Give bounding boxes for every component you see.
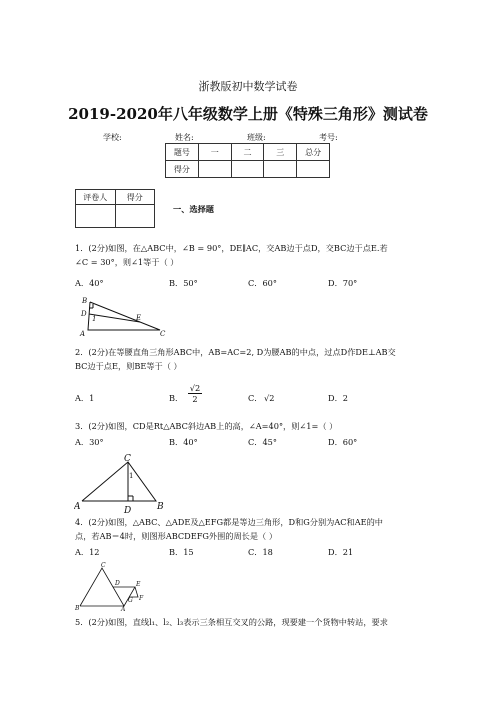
score-cell: 三 bbox=[264, 144, 297, 161]
score-cell: 二 bbox=[231, 144, 264, 161]
point-label: D bbox=[124, 506, 132, 516]
class-field: 班级: bbox=[247, 133, 266, 142]
angle-label: 1 bbox=[92, 315, 97, 323]
option-b: B．50° bbox=[169, 278, 198, 288]
option-c: C．60° bbox=[248, 278, 277, 288]
option-b: B．40° bbox=[169, 437, 198, 447]
question-text: 1．(2分)如图，在△ABC中，∠B = 90°，DE∥AC，交AB边于点D，交BC边于点E.若 bbox=[75, 243, 388, 253]
point-label: B bbox=[157, 502, 164, 512]
section-heading: 一、选择题 bbox=[173, 204, 214, 214]
fraction-sqrt2-over-2 bbox=[188, 383, 202, 404]
option-a: A．1 bbox=[75, 393, 95, 403]
number-field: 考号: bbox=[319, 133, 338, 142]
grader-cell: 得分 bbox=[115, 190, 155, 205]
sqrt2-value: √2 bbox=[264, 393, 275, 403]
score-cell: 总分 bbox=[297, 144, 330, 161]
option-b: B．15 bbox=[169, 547, 194, 557]
question-text: BC边于点E，则BE等于（ ） bbox=[75, 361, 182, 371]
grader-cell bbox=[115, 205, 155, 228]
point-label: D bbox=[81, 310, 87, 318]
question-text: ∠C = 30°，则∠1等于（ ） bbox=[75, 257, 179, 267]
point-label: B bbox=[82, 297, 88, 305]
fraction-denominator: 2 bbox=[192, 394, 198, 404]
page-title: 2019-2020年八年级数学上册《特殊三角形》测试卷 bbox=[68, 105, 428, 123]
score-table bbox=[165, 143, 330, 178]
point-label: F bbox=[139, 595, 144, 602]
score-cell: 得分 bbox=[166, 161, 199, 178]
option-d: D．2 bbox=[328, 393, 348, 403]
point-label: D bbox=[115, 580, 120, 587]
point-label: C bbox=[101, 562, 106, 569]
grader-table bbox=[75, 189, 155, 228]
option-c: C．18 bbox=[248, 547, 273, 557]
grader-cell bbox=[76, 205, 116, 228]
question-2 bbox=[75, 345, 435, 373]
point-label: A bbox=[121, 606, 126, 612]
figure-q4 bbox=[74, 560, 154, 612]
score-cell: 题号 bbox=[166, 144, 199, 161]
score-cell bbox=[198, 161, 231, 178]
score-cell: 一 bbox=[198, 144, 231, 161]
option-a: A．40° bbox=[75, 278, 104, 288]
option-d: D．21 bbox=[328, 547, 354, 557]
question-text: 点，若AB＝4时，则图形ABCDEFG外围的周长是（ ） bbox=[75, 531, 278, 541]
question-text: 2．(2分)在等腰直角三角形ABC中，AB=AC=2, D为腰AB的中点，过点D作DE⊥AB交 bbox=[75, 347, 396, 357]
school-field: 学校: bbox=[103, 133, 122, 142]
question-text: 4．(2分)如图，△ABC、△ADE及△EFG都是等边三角形，D和G分别为AC和AE的中 bbox=[75, 517, 383, 527]
option-b: B． bbox=[169, 393, 184, 403]
question-text: 3．(2分)如图，CD是Rt△ABC斜边AB上的高，∠A=40°，则∠1=（ ） bbox=[75, 421, 338, 431]
point-label: A bbox=[80, 330, 86, 338]
question-4 bbox=[75, 515, 435, 543]
score-cell bbox=[297, 161, 330, 178]
option-d: D．70° bbox=[328, 278, 358, 288]
option-a: A．30° bbox=[75, 437, 104, 447]
grader-cell: 评卷人 bbox=[76, 190, 116, 205]
point-label: A bbox=[74, 502, 81, 512]
figure-q3 bbox=[74, 452, 174, 516]
point-label: C bbox=[160, 330, 166, 338]
options-2 bbox=[75, 383, 435, 413]
point-label: G bbox=[128, 597, 133, 604]
option-a: A．12 bbox=[75, 547, 100, 557]
exam-series: 浙教版初中数学试卷 bbox=[198, 80, 298, 93]
question-1 bbox=[75, 241, 435, 269]
point-label: B bbox=[75, 605, 80, 612]
angle-label: 1 bbox=[129, 472, 134, 480]
option-d: D．60° bbox=[328, 437, 358, 447]
point-label: E bbox=[136, 581, 141, 588]
question-5 bbox=[75, 615, 435, 629]
option-c: C．45° bbox=[248, 437, 277, 447]
option-c: C． bbox=[248, 393, 263, 403]
name-field: 姓名: bbox=[175, 133, 194, 142]
score-cell bbox=[264, 161, 297, 178]
fraction-numerator: √2 bbox=[189, 383, 201, 393]
question-text: 5．(2分)如图，直线l₁、l₂、l₃表示三条相互交叉的公路，现要建一个货物中转站，要求 bbox=[75, 617, 388, 627]
point-label: E bbox=[136, 314, 142, 322]
score-cell bbox=[231, 161, 264, 178]
point-label: C bbox=[124, 454, 131, 464]
question-3 bbox=[75, 419, 435, 433]
figure-q1 bbox=[78, 294, 170, 338]
